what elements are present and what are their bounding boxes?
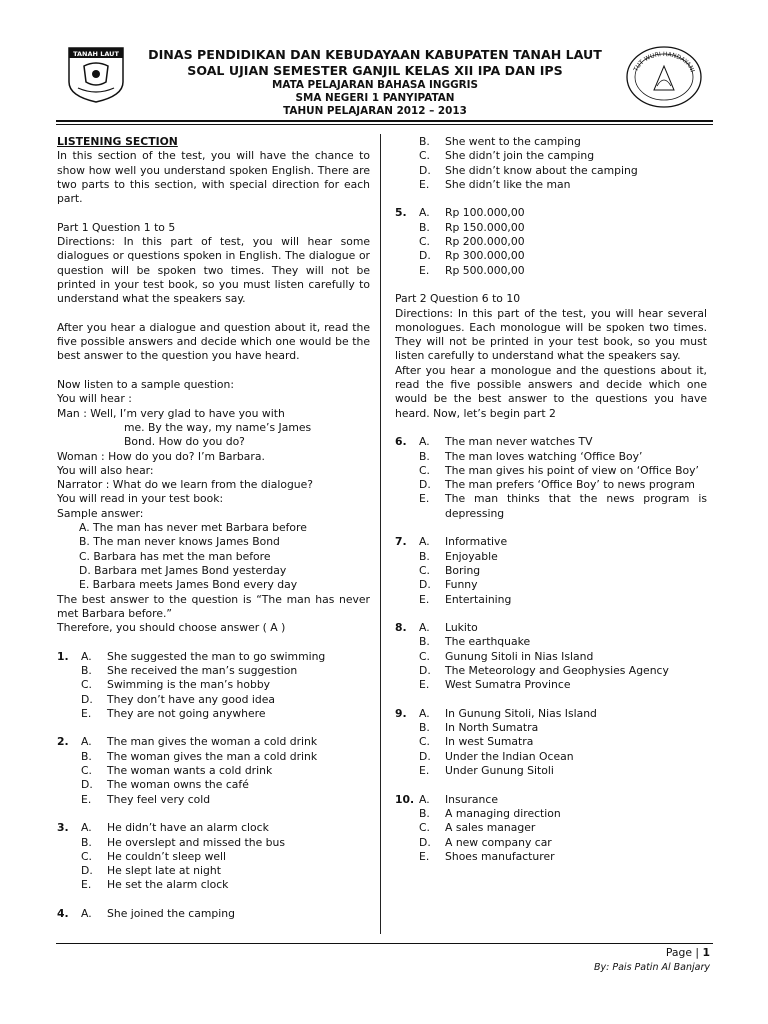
question-number: [395, 578, 419, 592]
spacer: [57, 893, 370, 907]
question-number: [395, 721, 419, 735]
answer-option: [395, 650, 707, 664]
question-number: 6.: [395, 435, 407, 449]
answer-option: [395, 478, 707, 492]
answer-option: [395, 450, 707, 464]
question-number: [395, 678, 419, 692]
answer-option: [57, 750, 370, 764]
option-letter: E.: [81, 706, 92, 720]
answer-option: [57, 907, 370, 921]
question-number: 3.: [57, 821, 69, 835]
page-number: [666, 946, 710, 959]
option-letter: C.: [419, 463, 430, 477]
part2-directions-2: After you hear a monologue and the questions about it, read the five possible answers and decide which one would be the best answer to the questions you have heard. Now, let’s begin part 2: [395, 363, 707, 420]
option-letter: D.: [419, 478, 431, 492]
option-letter: E.: [419, 592, 430, 606]
therefore-text: Therefore, you should choose answer ( A ): [57, 621, 286, 635]
option-text: A new company car: [445, 835, 552, 849]
answer-option: [57, 664, 370, 678]
question-number: [395, 836, 419, 850]
option-text: They feel very cold: [107, 792, 211, 806]
option-letter: C.: [81, 849, 92, 863]
option-text: West Sumatra Province: [445, 678, 571, 692]
part1-title: Part 1 Question 1 to 5: [57, 220, 176, 234]
question-number: [57, 778, 81, 792]
header-office: DINAS PENDIDIKAN DAN KEBUDAYAAN KABUPATEN TANAH LAUT: [148, 47, 602, 62]
question-number: 4.: [57, 907, 69, 921]
right-column: [395, 135, 707, 864]
option-letter: B.: [419, 220, 430, 234]
tut-wuri-handayani-logo: [624, 44, 704, 110]
option-letter: C.: [419, 649, 430, 663]
question-block: [395, 621, 707, 692]
option-letter: C.: [419, 735, 430, 749]
answer-option: [395, 535, 707, 549]
spacer: [395, 778, 707, 792]
answer-option: [57, 793, 370, 807]
option-letter: E.: [419, 177, 430, 191]
answer-option: [395, 235, 707, 249]
question-number: [395, 593, 419, 607]
spacer: [57, 807, 370, 821]
question-block: [57, 735, 370, 806]
option-letter: A.: [419, 706, 430, 720]
question-number: 10.: [395, 792, 415, 806]
option-letter: D.: [419, 749, 431, 763]
option-text: He couldn’t sleep well: [107, 849, 227, 863]
question-number: 1.: [57, 649, 69, 663]
answer-option: [395, 464, 707, 478]
answer-option: [57, 821, 370, 835]
author-credit: By: Pais Patin Al Banjary: [594, 962, 710, 973]
answer-option: [395, 635, 707, 649]
question-number: [395, 664, 419, 678]
option-text: The woman owns the café: [107, 778, 249, 792]
option-text: He set the alarm clock: [107, 878, 229, 892]
question-number: [57, 864, 81, 878]
option-letter: D.: [419, 835, 431, 849]
option-text: She didn’t know about the camping: [445, 163, 638, 177]
option-letter: D.: [419, 249, 431, 263]
dialogue-man-3: Bond. How do you do?: [124, 435, 245, 449]
answer-option: [395, 206, 707, 220]
left-column: [57, 135, 370, 921]
spacer: [57, 721, 370, 735]
option-text: Rp 100.000,00: [445, 206, 525, 220]
option-letter: B.: [81, 835, 92, 849]
option-text: The man gives his point of view on ‘Office Boy’: [445, 463, 699, 477]
option-text: The man gives the woman a cold drink: [107, 735, 318, 749]
part1-directions-2: After you hear a dialogue and question about it, read the five possible answers and decide which one would be the best answer to the question you have heard.: [57, 320, 370, 363]
answer-option: [57, 678, 370, 692]
option-text: She didn’t like the man: [445, 177, 571, 191]
option-text: Shoes manufacturer: [445, 849, 555, 863]
option-text: Rp 300.000,00: [445, 249, 525, 263]
dialogue-man: Man : Well, I’m very glad to have you with: [57, 406, 285, 420]
answer-option: [395, 764, 707, 778]
option-letter: A.: [419, 206, 430, 220]
answer-option: [57, 878, 370, 892]
option-text: The earthquake: [445, 635, 531, 649]
option-letter: D.: [81, 864, 93, 878]
question-number: [57, 764, 81, 778]
header-rule-thin: [56, 124, 713, 125]
option-text: Swimming is the man’s hobby: [107, 678, 271, 692]
option-text: The man loves watching ‘Office Boy’: [445, 449, 643, 463]
header-rule-thick: [56, 120, 713, 122]
option-letter: C.: [419, 821, 430, 835]
question-number: [57, 836, 81, 850]
answer-option: [395, 850, 707, 864]
question-number: [395, 478, 419, 492]
answer-option: [395, 492, 707, 521]
option-letter: A.: [81, 649, 92, 663]
option-text: Under the Indian Ocean: [445, 749, 574, 763]
question-number: [395, 178, 419, 192]
sample-option: B. The man never knows James Bond: [79, 535, 280, 549]
answer-option: [395, 135, 707, 149]
part1-directions: Directions: In this part of test, you will hear some dialogues or questions spoken in English. The dialogue or question will be spoken two times. They will not be printed in your test book, so you must listen carefully to understand what the speakers say.: [57, 235, 370, 306]
footer-rule: [56, 943, 713, 944]
answer-option: [395, 621, 707, 635]
option-text: Lukito: [445, 621, 478, 635]
option-text: They don’t have any good idea: [107, 692, 275, 706]
question-number: 8.: [395, 621, 407, 635]
answer-option: [395, 793, 707, 807]
question-number: [57, 707, 81, 721]
option-letter: D.: [419, 578, 431, 592]
option-text: She went to the camping: [445, 135, 581, 148]
question-number: [395, 492, 419, 521]
option-text: He overslept and missed the bus: [107, 835, 285, 849]
question-block: [57, 907, 370, 921]
question-number: [395, 164, 419, 178]
question-number: [395, 264, 419, 278]
answer-option: [57, 693, 370, 707]
sample-answer-label: Sample answer:: [57, 506, 144, 520]
question-block: [57, 650, 370, 721]
header-year: TAHUN PELAJARAN 2012 – 2013: [283, 105, 467, 117]
question-number: 9.: [395, 706, 407, 720]
option-letter: A.: [419, 621, 430, 635]
option-letter: D.: [81, 692, 93, 706]
sample-intro: Now listen to a sample question:: [57, 378, 235, 392]
dialogue-man-2: me. By the way, my name’s James: [124, 420, 312, 434]
option-text: Informative: [445, 535, 508, 549]
option-letter: A.: [81, 735, 92, 749]
answer-option: [57, 735, 370, 749]
option-text: She received the man’s suggestion: [107, 663, 298, 677]
option-letter: D.: [81, 778, 93, 792]
part2-title: Part 2 Question 6 to 10: [395, 292, 521, 306]
answer-option: [395, 750, 707, 764]
option-text: She suggested the man to go swimming: [107, 649, 326, 663]
answer-option: [395, 578, 707, 592]
option-letter: B.: [419, 635, 430, 649]
answer-option: [57, 650, 370, 664]
option-letter: B.: [419, 549, 430, 563]
option-text: Rp 200.000,00: [445, 235, 525, 249]
spacer: [395, 607, 707, 621]
best-answer-text: The best answer to the question is “The man has never met Barbara before.”: [57, 592, 370, 620]
option-text: A sales manager: [445, 821, 536, 835]
option-text: Gunung Sitoli in Nias Island: [445, 649, 594, 663]
option-letter: E.: [419, 849, 430, 863]
option-letter: D.: [419, 163, 431, 177]
question-number: [395, 149, 419, 163]
right-question-list: [395, 435, 707, 864]
read-in-book: You will read in your test book:: [57, 492, 224, 506]
answer-option: [395, 707, 707, 721]
question-number: [57, 850, 81, 864]
option-text: The man never watches TV: [445, 435, 593, 449]
question-number: [395, 807, 419, 821]
question-number: [57, 678, 81, 692]
answer-option: [395, 435, 707, 449]
option-text: She joined the camping: [107, 907, 235, 921]
option-text: In west Sumatra: [445, 735, 534, 749]
option-letter: E.: [419, 678, 430, 692]
question-block: [395, 435, 707, 521]
sample-option: A. The man has never met Barbara before: [79, 521, 307, 535]
listening-section-title: LISTENING SECTION: [57, 135, 178, 148]
option-text: Rp 500.000,00: [445, 263, 525, 277]
option-text: Funny: [445, 578, 478, 592]
dialogue-narrator: Narrator : What do we learn from the dialogue?: [57, 478, 314, 492]
answer-option: [395, 721, 707, 735]
answer-option: [395, 550, 707, 564]
option-letter: C.: [81, 764, 92, 778]
question-number: [395, 750, 419, 764]
question-block: [395, 707, 707, 778]
option-text: The Meteorology and Geophysies Agency: [445, 663, 669, 677]
option-letter: B.: [419, 806, 430, 820]
question-number: [395, 764, 419, 778]
option-letter: B.: [419, 449, 430, 463]
part2-directions: Directions: In this part of the test, you will hear several monologues. Each monologue will be spoken two times. They will not be printed in your test book, so you must listen carefully to understand what the speakers say.: [395, 306, 707, 363]
question-5: [395, 206, 707, 277]
question-number: [395, 564, 419, 578]
page-number-value: 1: [702, 946, 710, 959]
option-letter: C.: [81, 678, 92, 692]
question-block: [57, 821, 370, 892]
question-number: [395, 249, 419, 263]
question-number: [395, 221, 419, 235]
question-number: [395, 235, 419, 249]
spacer: [395, 521, 707, 535]
spacer: [395, 693, 707, 707]
option-letter: E.: [419, 492, 430, 506]
option-letter: D.: [419, 663, 431, 677]
option-text: Enjoyable: [445, 549, 498, 563]
option-letter: A.: [81, 821, 92, 835]
sample-option: E. Barbara meets James Bond every day: [79, 578, 298, 592]
option-text: She didn’t join the camping: [445, 149, 595, 163]
question-number: [395, 464, 419, 478]
option-text: Entertaining: [445, 592, 512, 606]
column-divider: [380, 134, 381, 934]
question-4-continued: [395, 135, 707, 192]
option-text: He didn’t have an alarm clock: [107, 821, 269, 835]
option-text: Boring: [445, 563, 481, 577]
question-number: [57, 693, 81, 707]
answer-option: [57, 850, 370, 864]
question-number: 2.: [57, 735, 69, 749]
answer-option: [57, 778, 370, 792]
page-label: Page |: [665, 946, 703, 959]
option-letter: A.: [419, 435, 430, 449]
option-text: Insurance: [445, 792, 498, 806]
you-will-hear: You will hear :: [57, 392, 132, 406]
option-text: Rp 150.000,00: [445, 220, 525, 234]
answer-option: [395, 593, 707, 607]
option-letter: E.: [81, 878, 92, 892]
question-number: [57, 793, 81, 807]
option-letter: B.: [81, 663, 92, 677]
dialogue-woman: Woman : How do you do? I’m Barbara.: [57, 449, 265, 463]
option-letter: E.: [419, 263, 430, 277]
option-letter: A.: [419, 535, 430, 549]
option-text: In North Sumatra: [445, 721, 539, 735]
option-letter: A.: [81, 907, 92, 921]
answer-option: [395, 149, 707, 163]
also-hear: You will also hear:: [57, 463, 154, 477]
question-number: [395, 550, 419, 564]
option-letter: C.: [419, 149, 430, 163]
answer-option: [395, 664, 707, 678]
question-number: [395, 735, 419, 749]
answer-option: [395, 735, 707, 749]
answer-option: [395, 821, 707, 835]
tanah-laut-logo: [66, 46, 126, 104]
answer-option: [395, 564, 707, 578]
header-subject: MATA PELAJARAN BAHASA INGGRIS: [272, 79, 478, 91]
question-number: [395, 635, 419, 649]
option-letter: C.: [419, 563, 430, 577]
sample-option: C. Barbara has met the man before: [79, 549, 271, 563]
answer-option: [57, 707, 370, 721]
answer-option: [395, 178, 707, 192]
option-letter: B.: [419, 721, 430, 735]
option-text: They are not going anywhere: [107, 706, 266, 720]
question-number: [57, 878, 81, 892]
left-question-list: [57, 650, 370, 922]
question-number: [395, 850, 419, 864]
sample-option: D. Barbara met James Bond yesterday: [79, 563, 287, 577]
option-text: A managing direction: [445, 806, 561, 820]
answer-option: [395, 836, 707, 850]
option-text: The woman gives the man a cold drink: [107, 749, 318, 763]
answer-option: [395, 678, 707, 692]
option-letter: A.: [419, 792, 430, 806]
header-school: SMA NEGERI 1 PANYIPATAN: [295, 92, 455, 104]
question-number: [395, 135, 419, 149]
question-number: [57, 750, 81, 764]
answer-option: [57, 864, 370, 878]
question-number: 5.: [395, 206, 407, 220]
option-text: The woman wants a cold drink: [107, 764, 273, 778]
answer-option: [57, 764, 370, 778]
question-block: [395, 535, 707, 606]
answer-option: [395, 221, 707, 235]
answer-option: [395, 807, 707, 821]
question-block: [395, 793, 707, 864]
answer-option: [395, 164, 707, 178]
answer-option: [395, 264, 707, 278]
question-number: [57, 664, 81, 678]
option-letter: B.: [81, 749, 92, 763]
option-text: He slept late at night: [107, 864, 221, 878]
question-number: 7.: [395, 535, 407, 549]
logo-right-text: TUT WURI HANDAYANI: [632, 50, 696, 74]
option-letter: E.: [81, 792, 92, 806]
answer-option: [57, 836, 370, 850]
option-letter: E.: [419, 764, 430, 778]
logo-left-text: TANAH LAUT: [73, 50, 119, 58]
header-exam-title: SOAL UJIAN SEMESTER GANJIL KELAS XII IPA DAN IPS: [187, 63, 563, 78]
option-letter: B.: [419, 135, 430, 148]
option-letter: C.: [419, 235, 430, 249]
option-text: In Gunung Sitoli, Nias Island: [445, 706, 597, 720]
question-number: [395, 450, 419, 464]
listening-intro: In this section of the test, you will have the chance to show how well you understand spoken English. There are two parts to this section, with special direction for each part.: [57, 149, 370, 206]
answer-option: [395, 249, 707, 263]
question-number: [395, 650, 419, 664]
question-number: [395, 821, 419, 835]
option-text: The man prefers ‘Office Boy’ to news program: [445, 478, 695, 492]
option-text: The man thinks that the news program is depressing: [445, 492, 707, 520]
option-text: Under Gunung Sitoli: [445, 764, 554, 778]
